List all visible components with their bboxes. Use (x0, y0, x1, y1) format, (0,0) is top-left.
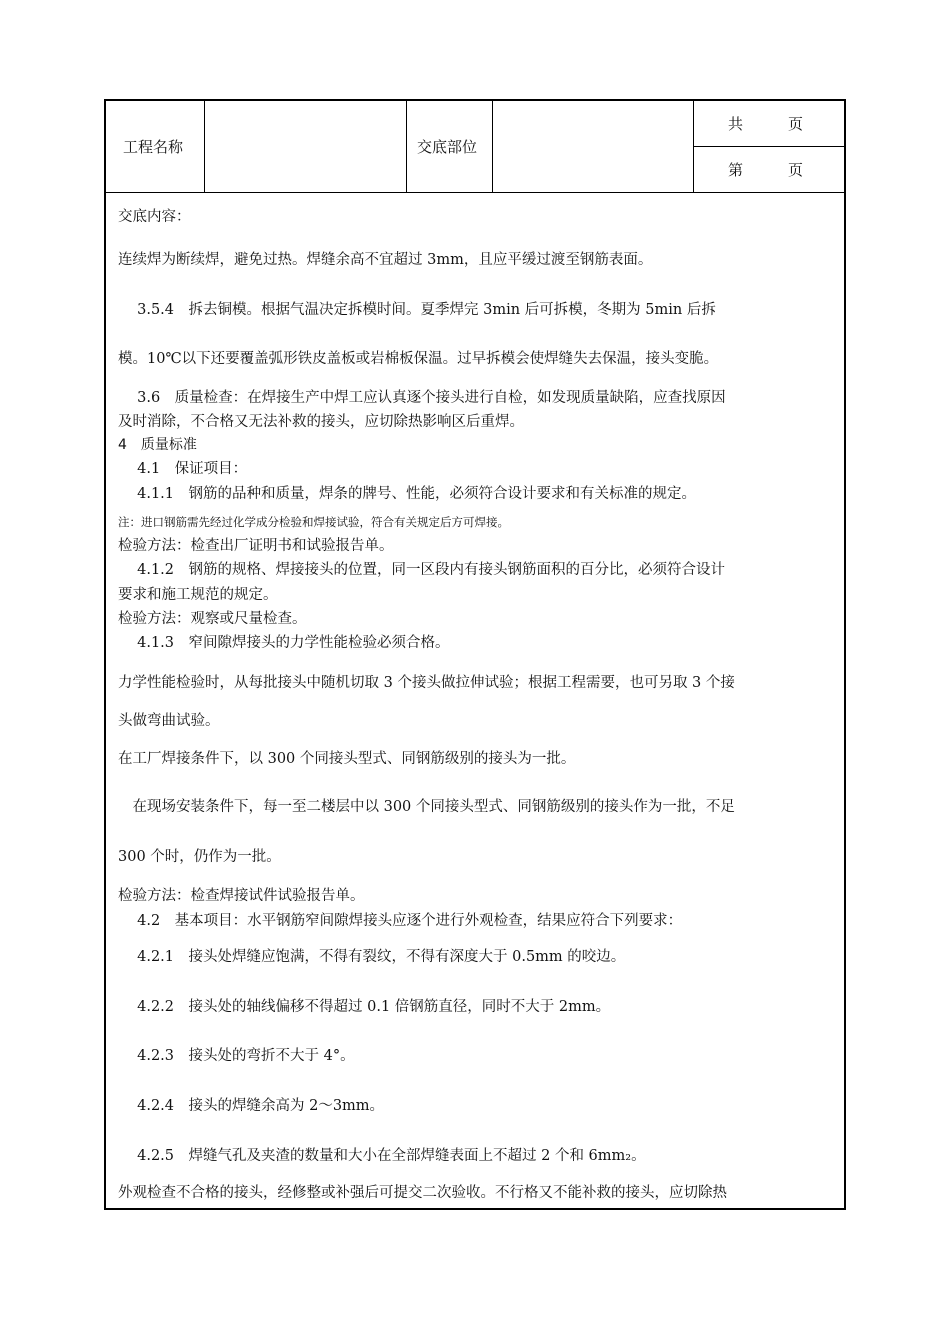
content-line: 3.5.4 拆去铜模。根据气温决定拆模时间。夏季焊完 3min 后可拆模，冬期为 5min 后拆 (118, 302, 716, 318)
project-name-label: 工程名称 (123, 138, 184, 156)
content-line: 4.1.3 窄间隙焊接头的力学性能检验必须合格。 (118, 635, 450, 651)
content-line: 4.2.2 接头处的轴线偏移不得超过 0.1 倍钢筋直径，同时不大于 2mm。 (118, 999, 611, 1015)
content-line: 头做弯曲试验。 (118, 713, 220, 729)
page-number: 第 页 (728, 161, 804, 179)
content-line: 4.2.3 接头处的弯折不大于 4°。 (118, 1048, 355, 1064)
content-line: 4.2.5 焊缝气孔及夹渣的数量和大小在全部焊缝表面上不超过 2 个和 6mm₂。 (118, 1148, 646, 1164)
disclosure-form (104, 99, 846, 1210)
disclosure-part-label: 交底部位 (417, 138, 478, 156)
content-line: 及时消除，不合格又无法补救的接头，应切除热影响区后重焊。 (118, 414, 524, 430)
content-line: 4.1.1 钢筋的品种和质量，焊条的牌号、性能，必须符合设计要求和有关标准的规定。 (118, 486, 696, 502)
content-line: 4.2 基本项目：水平钢筋窄间隙焊接头应逐个进行外观检查，结果应符合下列要求： (118, 913, 683, 929)
content-line: 连续焊为断续焊，避免过热。焊缝余高不宜超过 3mm，且应平缓过渡至钢筋表面。 (118, 252, 653, 268)
section-heading: 4 质量标准 (118, 437, 197, 453)
content-line: 4.2.1 接头处焊缝应饱满，不得有裂纹，不得有深度大于 0.5mm 的咬边。 (118, 949, 626, 965)
content-line: 300 个时，仍作为一批。 (118, 849, 281, 865)
header-divider (204, 101, 205, 193)
content-line: 要求和施工规范的规定。 (118, 587, 278, 603)
content-line: 力学性能检验时，从每批接头中随机切取 3 个接头做拉伸试验；根据工程需要，也可另取 3 个接 (118, 675, 735, 691)
content-line: 外观检查不合格的接头，经修整或补强后可提交二次验收。不行格又不能补救的接头，应切除热 (118, 1185, 727, 1201)
header-bottom-border (106, 192, 844, 193)
content-line: 检验方法：检查出厂证明书和试验报告单。 (118, 538, 394, 554)
content-line: 检验方法：观察或尺量检查。 (118, 611, 307, 627)
note-line: 注：进口钢筋需先经过化学成分检验和焊接试验，符合有关规定后方可焊接。 (118, 515, 509, 529)
content-line: 4.1.2 钢筋的规格、焊接接头的位置，同一区段内有接头钢筋面积的百分比，必须符合设计 (118, 562, 725, 578)
content-line: 模。10℃以下还要覆盖弧形铁皮盖板或岩棉板保温。过早拆模会使焊缝失去保温，接头变脆。 (118, 351, 719, 367)
header-divider (492, 101, 493, 193)
content-line: 检验方法：检查焊接试件试验报告单。 (118, 888, 365, 904)
content-line: 4.2.4 接头的焊缝余高为 2～3mm。 (118, 1098, 385, 1114)
content-line: 3.6 质量检查：在焊接生产中焊工应认真逐个接头进行自检，如发现质量缺陷，应查找原因 (118, 390, 726, 406)
content-label: 交底内容： (118, 209, 191, 225)
header-divider (406, 101, 407, 193)
content-line: 在工厂焊接条件下，以 300 个同接头型式、同钢筋级别的接头为一批。 (118, 751, 576, 767)
total-pages: 共 页 (728, 115, 804, 133)
page-cell-divider (693, 146, 844, 147)
content-line: 4.1 保证项目： (118, 461, 248, 477)
content-line: 在现场安装条件下，每一至二楼层中以 300 个同接头型式、同钢筋级别的接头作为一批，不足 (118, 799, 735, 815)
header-divider (693, 101, 694, 193)
